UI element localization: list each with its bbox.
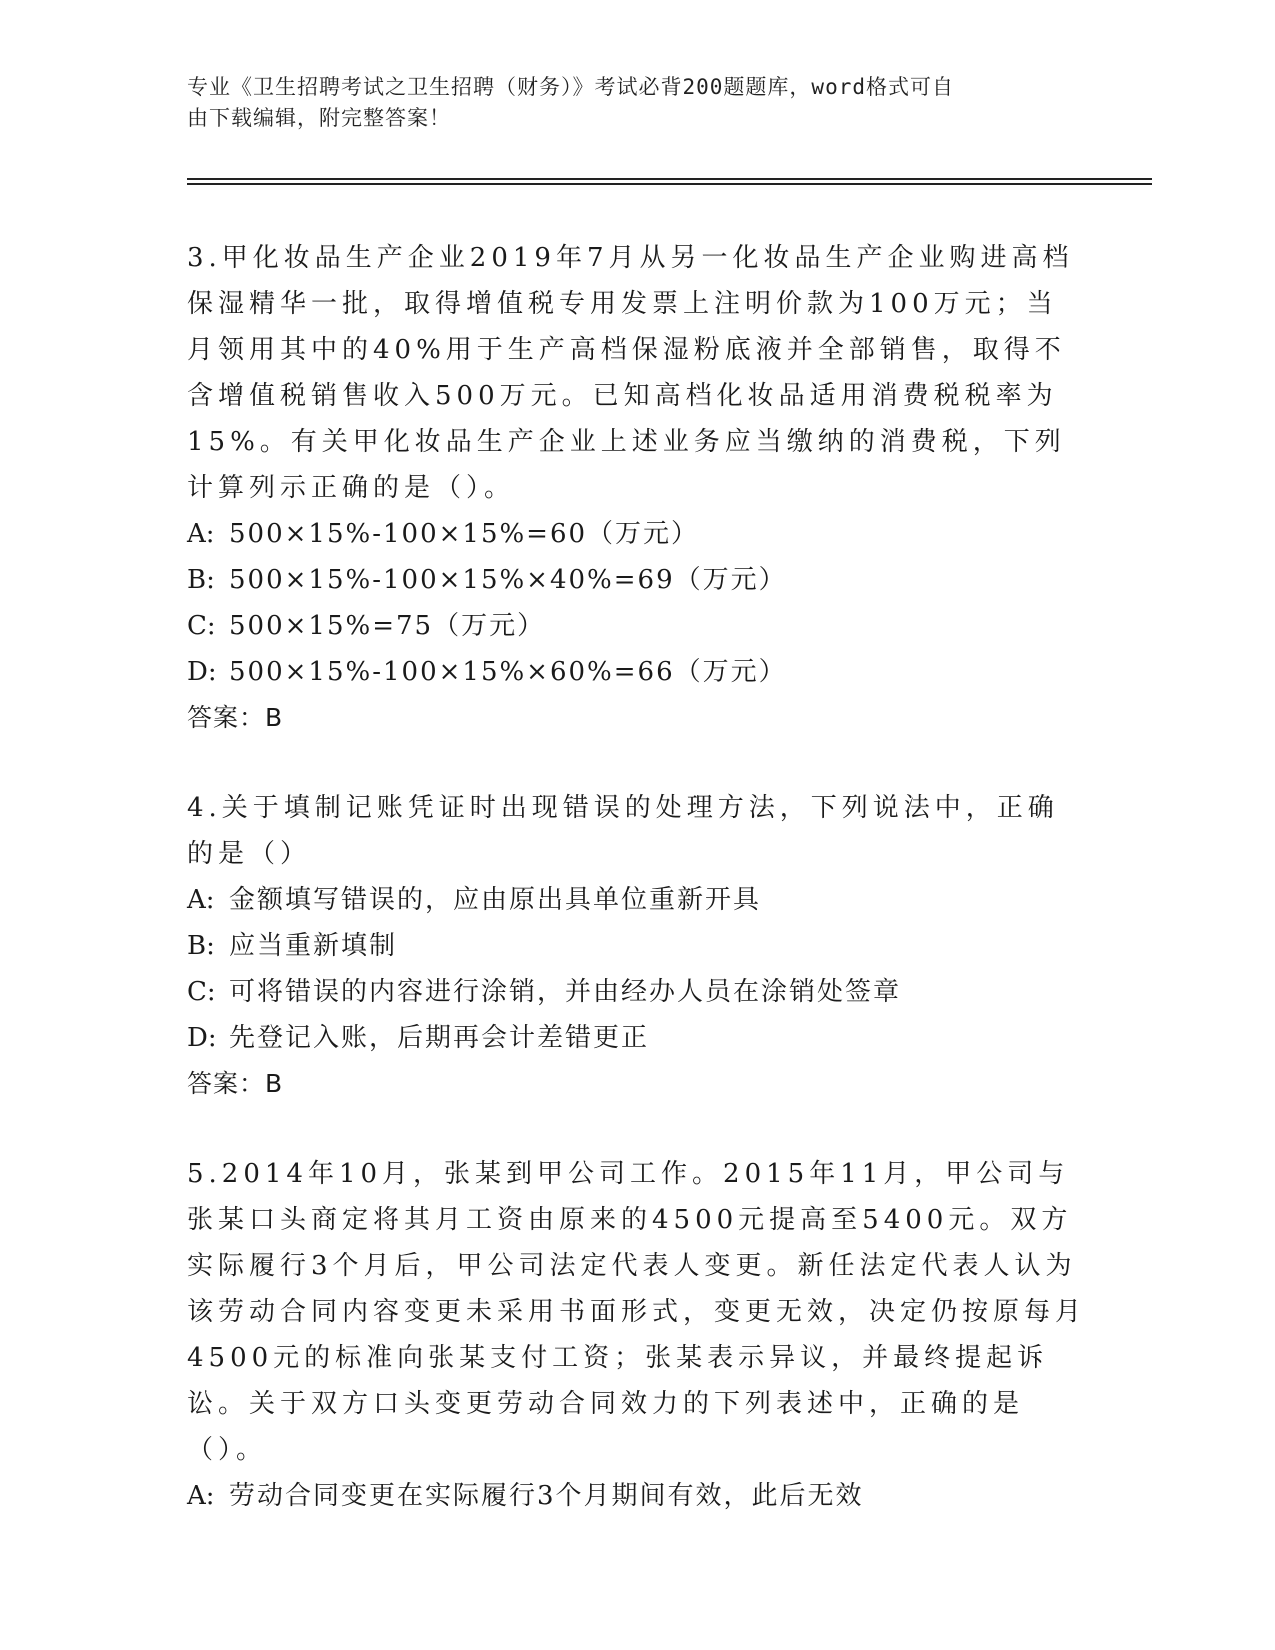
option-a <box>187 1473 1087 1519</box>
option-letter: B: <box>187 565 215 595</box>
header-rule-bottom <box>187 183 1152 185</box>
option-letter: A: <box>187 519 215 549</box>
option-text: 金额填写错误的，应由原出具单位重新开具 <box>229 885 762 915</box>
question-3 <box>187 235 1087 741</box>
option-text: 可将错误的内容进行涂销，并由经办人员在涂销处签章 <box>229 977 902 1007</box>
option-text: 500×15%-100×15%×40%=69（万元） <box>229 565 787 595</box>
option-text: 劳动合同变更在实际履行3个月期间有效，此后无效 <box>229 1481 864 1511</box>
question-text: 4.关于填制记账凭证时出现错误的处理方法，下列说法中，正确的是（） <box>187 793 1059 869</box>
header-line-1: 专业《卫生招聘考试之卫生招聘（财务）》考试必背200题题库，word格式可自 <box>187 75 954 99</box>
option-letter: C: <box>187 977 216 1007</box>
question-5 <box>187 1151 1087 1519</box>
question-list <box>187 235 1087 1563</box>
option-letter: A: <box>187 1481 215 1511</box>
option-letter: B: <box>187 931 215 961</box>
answer-label: 答案：B <box>187 1069 284 1098</box>
answer-label: 答案：B <box>187 703 284 732</box>
option-c <box>187 969 1087 1015</box>
option-text: 500×15%=75（万元） <box>229 611 546 641</box>
header-line-2: 由下载编辑，附完整答案！ <box>187 106 451 130</box>
question-4 <box>187 785 1087 1107</box>
option-letter: C: <box>187 611 216 641</box>
option-b <box>187 557 1087 603</box>
option-d <box>187 1015 1087 1061</box>
option-b <box>187 923 1087 969</box>
option-a <box>187 511 1087 557</box>
option-text: 先登记入账，后期再会计差错更正 <box>229 1023 650 1053</box>
question-text: 5.2014年10月，张某到甲公司工作。2015年11月，甲公司与张某口头商定将其月工资由原来的4500元提高至5400元。双方实际履行3个月后，甲公司法定代表人变更。新任法定代表人认为该劳动合同内容变更未采用书面形式，变更无效，决定仍按原每月4500元的标准向张某支付工资；张某表示异议，并最终提起诉讼。关于双方口头变更劳动合同效力的下列表述中，正确的是（）。 <box>187 1159 1087 1465</box>
option-text: 500×15%-100×15%=60（万元） <box>229 519 700 549</box>
option-a <box>187 877 1087 923</box>
option-letter: D: <box>187 1023 217 1053</box>
question-text: 3.甲化妆品生产企业2019年7月从另一化妆品生产企业购进高档保湿精华一批，取得增值税专用发票上注明价款为100万元；当月领用其中的40%用于生产高档保湿粉底液并全部销售，取得不含增值税销售收入500万元。已知高档化妆品适用消费税税率为15%。有关甲化妆品生产企业上述业务应当缴纳的消费税，下列计算列示正确的是（）。 <box>187 243 1074 503</box>
option-d <box>187 649 1087 695</box>
option-letter: D: <box>187 657 217 687</box>
option-text: 应当重新填制 <box>229 931 398 961</box>
option-letter: A: <box>187 885 215 915</box>
document-header <box>187 72 1087 134</box>
option-c <box>187 603 1087 649</box>
header-rule-top <box>187 178 1152 180</box>
option-text: 500×15%-100×15%×60%=66（万元） <box>229 657 787 687</box>
